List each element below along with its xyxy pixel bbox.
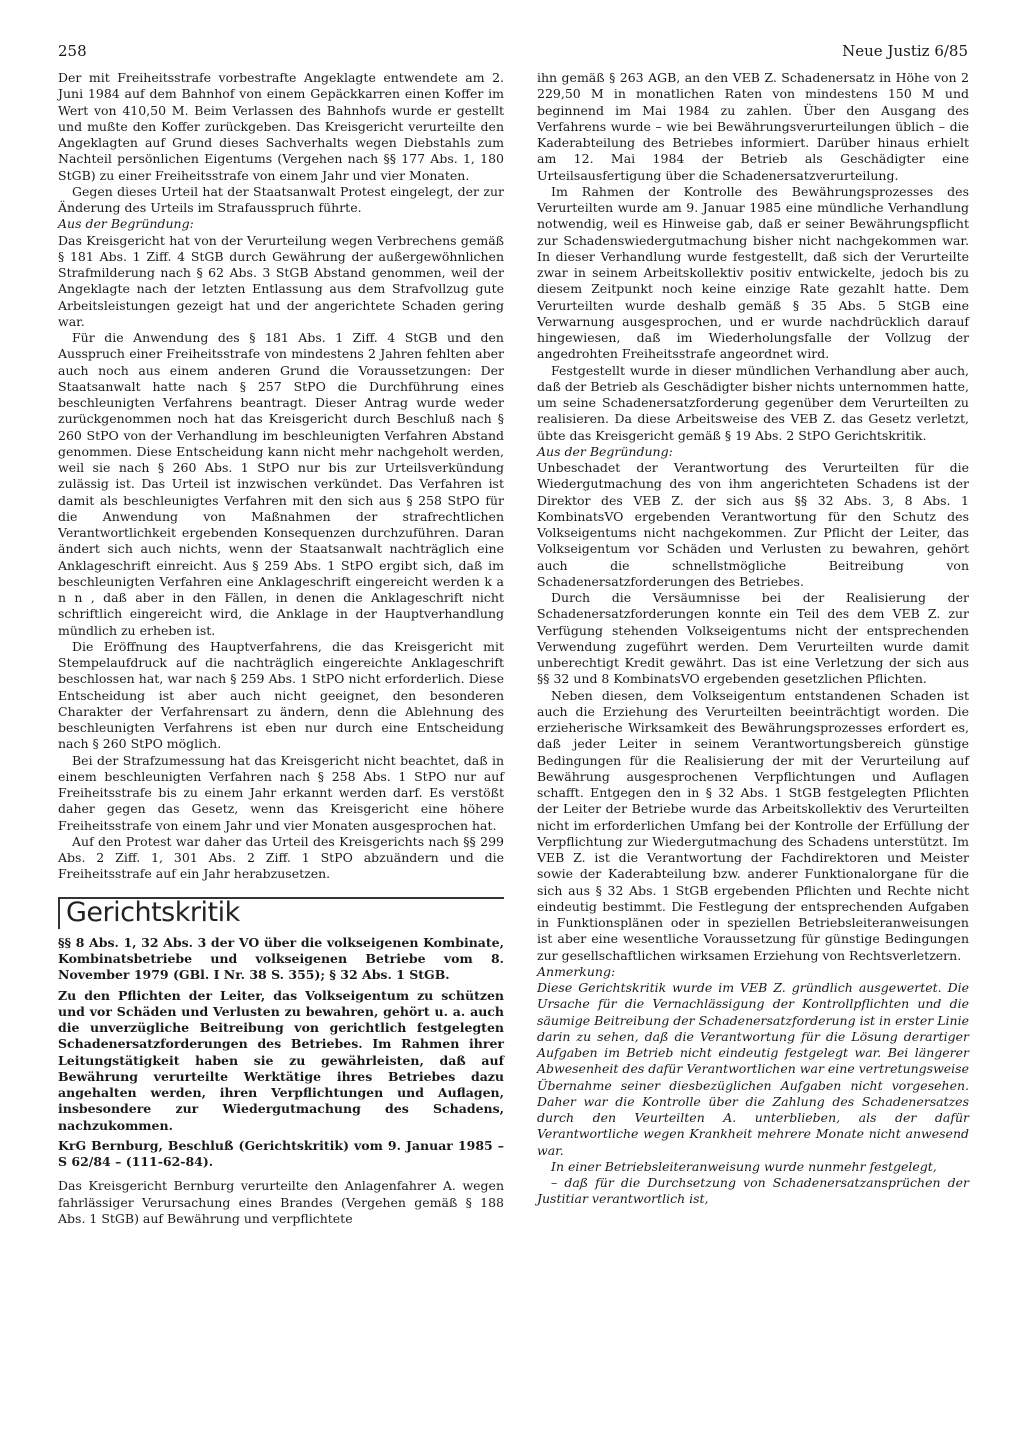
paragraph: Gegen dieses Urteil hat der Staatsanwalt Protest eingelegt, der zur Änderung des Urteils im Strafausspruch führte. [58, 183, 504, 215]
note-list-item: – daß für die Durchsetzung von Schadenersatzansprüchen der Justitiar verantwortlich ist, [537, 1175, 969, 1207]
page-header [58, 42, 968, 64]
paragraph: Festgestellt wurde in dieser mündlichen Verhandlung aber auch, daß der Betrieb als Geschädigter bisher nichts unternommen hatte, um seine Schadenersatzforderung gegenüber dem Verurteilten zu realisieren. Da diese Arbeitsweise des VEB Z. das Gesetz verletzt, übte das Kreisgericht gemäß § 19 Abs. 2 StPO Gerichtskritik. [537, 362, 969, 443]
subheading: Aus der Begründung: [58, 216, 194, 232]
paragraph: Im Rahmen der Kontrolle des Bewährungsprozesses des Verurteilten wurde am 9. Januar 1985 eine mündliche Verhandlung notwendig, weil es Hinweise gab, daß er seiner Bewährungspflicht zur Schadenswiedergutmachung bisher nicht nachgekommen war. In dieser Verhandlung wurde festgestellt, daß sich der Verurteilte zwar in seinem Arbeitskollektiv positiv entwickelte, jedoch bis zu diesem Zeitpunkt noch keine einzige Rate gezahlt hatte. Dem Verurteilten wurde deshalb gemäß § 35 Abs. 5 StGB eine Verwarnung ausgesprochen, und er wurde nachdrücklich darauf hingewiesen, daß im Wiederholungsfalle der Vollzug der angedrohten Freiheitsstrafe angeordnet wird. [537, 183, 969, 362]
paragraph: Das Kreisgericht hat von der Verurteilung wegen Verbrechens gemäß § 181 Abs. 1 Ziff. 4 StGB durch Gewährung der außergewöhnlichen Strafmilderung nach § 62 Abs. 3 StGB Abstand genommen, weil der Angeklagte nach der letzten Entlassung aus dem Strafvollzug gute Arbeitsleistungen gezeigt hat und der angerichtete Schaden gering war. [58, 232, 504, 329]
note-paragraph: Diese Gerichtskritik wurde im VEB Z. gründlich ausgewertet. Die Ursache für die Vernachlässigung der Kontrollpflichten und die säumige Beitreibung der Schadenersatzforderung ist in erster Linie darin zu sehen, daß die Verantwortung für die Lösung derartiger Aufgaben im Betrieb nicht eindeutig festgelegt war. Bei längerer Abwesenheit des dafür Verantwortlichen war eine vertretungsweise Übernahme seiner diesbezüglichen Aufgaben nicht vorgesehen. Daher war die Kontrolle über die Zahlung des Schadenersatzes durch den Veurteilten A. unterblieben, als der dafür Verantwortliche wegen Krankheit mehrere Monate nicht anwesend war. [537, 980, 969, 1158]
note-block [537, 964, 969, 1208]
paragraph: Auf den Protest war daher das Urteil des Kreisgerichts nach §§ 299 Abs. 2 Ziff. 1, 301 Abs. 2 Ziff. 1 StPO abzuändern und die Freiheitsstrafe auf ein Jahr herabzusetzen. [58, 833, 504, 882]
note-paragraph: In einer Betriebsleiteranweisung wurde nunmehr festgelegt, [551, 1158, 937, 1174]
note-heading: Anmerkung: [537, 963, 616, 979]
paragraph: Der mit Freiheitsstrafe vorbestrafte Angeklagte entwendete am 2. Juni 1984 auf dem Bahnhof von einem Gepäckkarren einen Koffer im Wert von 410,50 M. Beim Verlassen des Bahnhofs wurde er gestellt und mußte den Koffer zurückgeben. Das Kreisgericht verurteilte den Angeklagten auf Grund dieses Sachverhalts wegen Diebstahls zum Nachteil persönlichen Eigentums (Vergehen nach §§ 177 Abs. 1, 180 StGB) zu einer Freiheitsstrafe von einem Jahr und vier Monaten. [58, 70, 504, 183]
paragraph: Bei der Strafzumessung hat das Kreisgericht nicht beachtet, daß in einem beschleunigten Verfahren nach § 258 Abs. 1 StPO nur auf Freiheitsstrafe bis zu einem Jahr erkannt werden darf. Es verstößt daher gegen das Gesetz, wenn das Kreisgericht eine höhere Freiheitsstrafe von einem Jahr und vier Monaten ausgesprochen hat. [58, 752, 504, 833]
citation: KrG Bernburg, Beschluß (Gerichtskritik) vom 9. Januar 1985 – S 62/84 – (111-62-84). [58, 1137, 504, 1169]
paragraph: ihn gemäß § 263 AGB, an den VEB Z. Schadenersatz in Höhe von 2 229,50 M in monatlichen Raten von mindestens 150 M und beginnend im Mai 1984 zu zahlen. Über den Ausgang des Verfahrens wurde – wie bei Bewährungsverurteilungen üblich – die Kaderabteilung des Betriebes informiert. Darüber hinaus erhielt am 12. Mai 1984 der Betrieb als Geschädigter eine Urteilsausfertigung über die Schadenersatzverurteilung. [537, 70, 969, 183]
subheading: Aus der Begründung: [537, 443, 673, 459]
headnote: Zu den Pflichten der Leiter, das Volkseigentum zu schützen und vor Schäden und Verlusten zu bewahren, gehört u. a. auch die unverzügliche Beitreibung von gerichtlich festgelegten Schadenersatzforderungen des Betriebes. Im Rahmen ihrer Leitungstätigkeit haben sie zu gewährleisten, daß auf Bewährung verurteilte Werktätige ihres Betriebes dazu angehalten werden, ihren Verpflichtungen und Auflagen, insbesondere zur Wiedergutmachung des Schadens, nachzukommen. [58, 987, 504, 1133]
page-number: 258 [58, 42, 87, 60]
paragraph: Das Kreisgericht Bernburg verurteilte den Anlagenfahrer A. wegen fahrlässiger Verursachung eines Brandes (Vergehen gemäß § 188 Abs. 1 StGB) auf Bewährung und verpflichtete [58, 1178, 504, 1226]
right-column [537, 70, 969, 1208]
journal-title: Neue Justiz 6/85 [842, 42, 968, 60]
paragraph: Neben diesen, dem Volkseigentum entstandenen Schaden ist auch die Erziehung des Verurteilten beeinträchtigt worden. Die erzieherische Wirksamkeit des Bewährungsprozesses erfordert es, daß jeder Leiter in seinem Verantwortungsbereich günstige Bedingungen für die Realisierung der mit der Verurteilung auf Bewährung ausgesprochenen Verpflichtungen und Auflagen schafft. Entgegen den in § 32 Abs. 1 StGB festgelegten Pflichten der Leiter der Betriebe wurde das Arbeitskollektiv des Verurteilten nicht im erforderlichen Umfang bei der Kontrolle der Erfüllung der Verpflichtung zur Wiedergutmachung des Schadens unterstützt. Im VEB Z. ist die Verantwortung der Fachdirektoren und Meister sowie der Kaderabteilung bzw. anderer Funktionalorgane für die sich aus § 32 Abs. 1 StGB ergebenden Pflichten und Rechte nicht eindeutig bestimmt. Die Festlegung der entsprechenden Aufgaben in Funktionsplänen oder in speziellen Betriebsleiteranweisungen ist aber eine wesentliche Voraussetzung für günstige Bedingungen zur gesellschaftlichen wirksamen Erziehung von Rechtsverletzern. [537, 687, 969, 963]
legal-reference: §§ 8 Abs. 1, 32 Abs. 3 der VO über die volkseigenen Kombinate, Kombinatsbetriebe und volkseigenen Betriebe vom 8. November 1979 (GBl. I Nr. 38 S. 355); § 32 Abs. 1 StGB. [58, 934, 504, 983]
paragraph: Für die Anwendung des § 181 Abs. 1 Ziff. 4 StGB und den Ausspruch einer Freiheitsstrafe von mindestens 2 Jahren fehlten aber auch noch aus einem anderen Grund die Voraussetzungen: Der Staatsanwalt hatte nach § 257 StPO die Durchführung eines beschleunigten Verfahrens beantragt. Dieser Antrag wurde weder zurückgenommen noch hat das Kreisgericht durch Beschluß nach § 260 StPO von der Verhandlung im beschleunigten Verfahren Abstand genommen. Diese Entscheidung kann nicht mehr nachgeholt werden, weil sie nach § 260 Abs. 1 StPO nur bis zur Urteilsverkündung zulässig ist. Das Urteil ist inzwischen verkündet. Das Verfahren ist damit als beschleunigtes Verfahren mit den sich aus § 258 StPO für die Anwendung von Maßnahmen der strafrechtlichen Verantwortlichkeit ergebenden Konsequenzen durchzuführen. Daran ändert sich auch nichts, wenn der Staatsanwalt nachträglich eine Anklageschrift einreicht. Aus § 259 Abs. 1 StPO ergibt sich, daß im beschleunigten Verfahren eine Anklageschrift eingereicht werden k a n n , daß aber in den Fällen, in denen die Anklageschrift nicht schriftlich eingereicht wird, die Anklage in der Hauptverhandlung mündlich zu erheben ist. [58, 330, 504, 638]
paragraph: Durch die Versäumnisse bei der Realisierung der Schadenersatzforderungen konnte ein Teil des dem VEB Z. zur Verfügung stehenden Volkseigentums nicht der entsprechenden Verwendung zugeführt werden. Dem Verurteilten wurde damit unberechtigt Kredit gewährt. Das ist eine Verletzung der sich aus §§ 32 und 8 KombinatsVO ergebenden gesetzlichen Pflichten. [537, 590, 969, 687]
paragraph: Unbeschadet der Verantwortung des Verurteilten für die Wiedergutmachung des von ihm angerichteten Schadens ist der Direktor des VEB Z. der sich aus §§ 32 Abs. 3, 8 Abs. 1 KombinatsVO ergebenden Verantwortung für den Schutz des Volkseigentums nicht nachgekommen. Zur Pflicht der Leiter, das Volkseigentum vor Schäden und Verlusten zu bewahren, gehört auch die schnellstmögliche Beitreibung von Schadenersatzforderungen des Betriebes. [537, 460, 969, 589]
left-column [58, 70, 504, 1227]
paragraph: Die Eröffnung des Hauptverfahrens, die das Kreisgericht mit Stempelaufdruck auf die nachträglich eingereichte Anklageschrift beschlossen hat, war nach § 259 Abs. 1 StPO nicht erforderlich. Diese Entscheidung ist aber auch nicht geeignet, den besonderen Charakter der Verfahrensart zu ändern, denn die Ablehnung des beschleunigten Verfahrens ist eben nur durch eine Entscheidung nach § 260 StPO möglich. [58, 638, 504, 752]
section-heading-box [58, 897, 504, 929]
section-title: Gerichtskritik [66, 896, 240, 928]
